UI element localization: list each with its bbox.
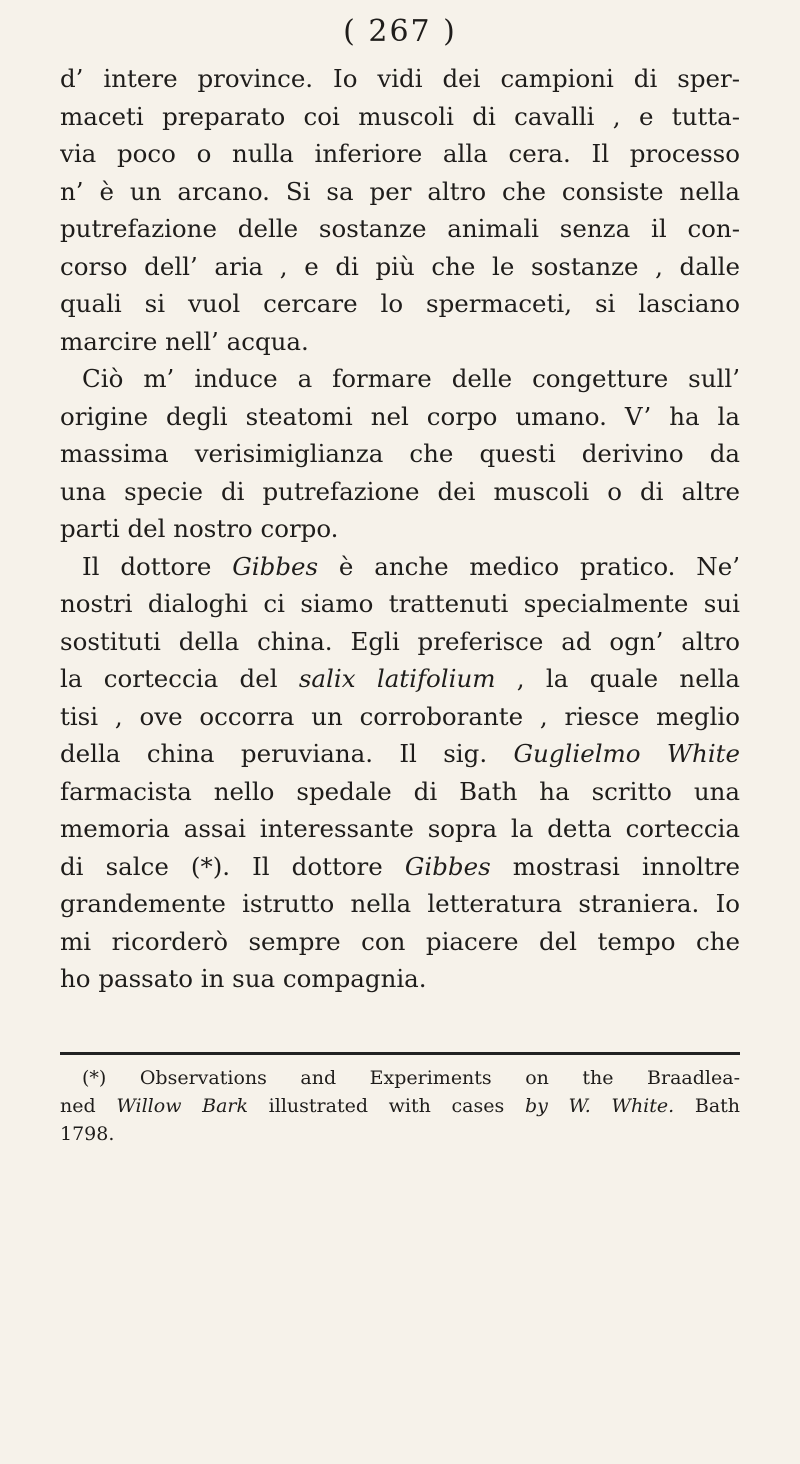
text-line: memoria assai interessante sopra la detta corteccia xyxy=(60,814,740,843)
text-line: corso dell’ aria , e di più che le sostanze , dalle xyxy=(60,251,740,281)
footnote-divider xyxy=(60,1052,740,1055)
text-line: sostituti della china. Egli preferisce ad ogn’ altro xyxy=(60,626,740,656)
text-line: n’ è un arcano. Si sa per altro che consiste nella xyxy=(60,176,740,206)
body-text xyxy=(60,60,740,998)
footnote-line: (*) Observations and Experiments on the Braadlea- xyxy=(82,1067,740,1089)
text-line: farmacista nello spedale di Bath ha scritto una xyxy=(60,776,740,806)
text-line: Il dottore Gibbes è anche medico pratico. Ne’ xyxy=(82,551,740,581)
text-line: putrefazione delle sostanze animali senza il con- xyxy=(60,214,740,243)
text-line: massima verisimiglianza che questi derivino da xyxy=(60,439,740,468)
text-line: origine degli steatomi nel corpo umano. V’ ha la xyxy=(60,401,740,431)
page-number: ( 267 ) xyxy=(343,14,457,49)
text-line: una specie di putrefazione dei muscoli o di altre xyxy=(60,476,740,506)
footnote-line: ned Willow Bark illustrated with cases by W. White. Bath xyxy=(60,1095,740,1117)
text-line: via poco o nulla inferiore alla cera. Il processo xyxy=(60,139,740,168)
text-line: la corteccia del salix latifolium , la quale nella xyxy=(60,664,740,693)
footnote-line: 1798. xyxy=(60,1123,115,1145)
text-line: ho passato in sua compagnia. xyxy=(60,964,427,993)
text-line: quali si vuol cercare lo spermaceti, si lasciano xyxy=(60,289,740,318)
text-line: mi ricorderò sempre con piacere del tempo che xyxy=(60,926,740,956)
text-line: marcire nell’ acqua. xyxy=(60,326,309,356)
text-line: della china peruviana. Il sig. Guglielmo White xyxy=(60,739,740,768)
text-line: nostri dialoghi ci siamo trattenuti specialmente sui xyxy=(60,589,740,618)
text-line: grandemente istrutto nella letteratura straniera. Io xyxy=(60,889,740,918)
text-line: Ciò m’ induce a formare delle congetture sull’ xyxy=(82,364,740,393)
text-line: di salce (*). Il dottore Gibbes mostrasi innoltre xyxy=(60,851,740,881)
text-line: maceti preparato coi muscoli di cavalli , e tutta- xyxy=(60,101,740,131)
footnote xyxy=(60,1064,740,1148)
text-line: d’ intere province. Io vidi dei campioni di sper- xyxy=(60,64,740,93)
text-line: parti del nostro corpo. xyxy=(60,514,339,543)
text-line: tisi , ove occorra un corroborante , riesce meglio xyxy=(60,701,740,731)
